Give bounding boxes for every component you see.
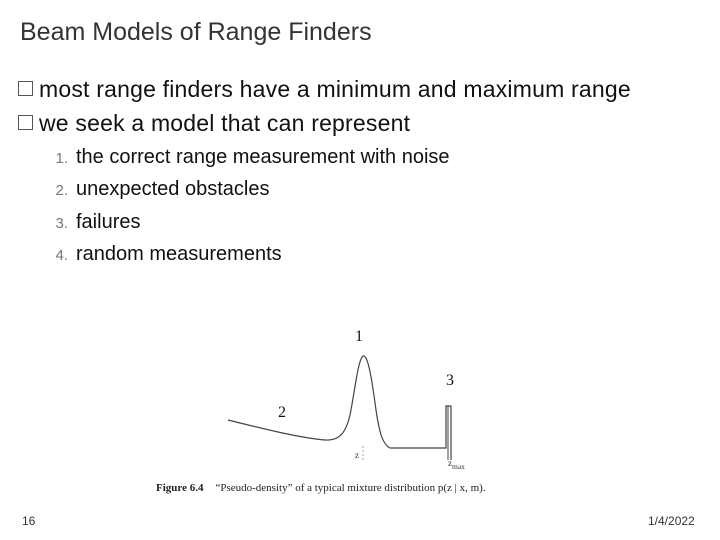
bullet-text: we seek a model that can represent <box>39 110 411 136</box>
label-failures: 3 <box>446 372 454 389</box>
tick-zmax <box>448 458 465 471</box>
slide-number: 16 <box>22 514 36 528</box>
label-peak: 1 <box>355 328 363 345</box>
label-obstacles: 2 <box>278 404 286 421</box>
list-item <box>38 243 282 266</box>
list-number: 1. <box>55 150 68 167</box>
bullet-model <box>18 110 410 137</box>
tick-zmax-z: z <box>448 458 452 468</box>
caption-tail: | x <box>451 482 466 494</box>
list-text: failures <box>76 211 141 233</box>
tick-z-true: z <box>355 450 359 460</box>
figure-caption <box>156 482 486 494</box>
bullet-min-max-range <box>18 76 631 103</box>
list-number: 4. <box>55 247 68 264</box>
mixture-density-figure <box>150 320 590 505</box>
tick-zmax-sub: max <box>452 461 465 471</box>
list-number: 2. <box>55 182 68 199</box>
list-text: random measurements <box>76 243 282 265</box>
slide-date: 1/4/2022 <box>648 514 695 528</box>
density-curve-plot <box>150 320 590 505</box>
list-text: the correct range measurement with noise <box>76 146 450 168</box>
checkbox-bullet-icon <box>18 81 33 96</box>
list-item <box>38 211 140 234</box>
list-number: 3. <box>55 215 68 232</box>
checkbox-bullet-icon <box>18 115 33 130</box>
list-item <box>38 178 269 201</box>
bullet-text: most range finders have a minimum and maximum range <box>39 76 631 102</box>
list-text: unexpected obstacles <box>76 178 270 200</box>
density-curve <box>228 356 451 460</box>
caption-text: “Pseudo-density” of a typical mixture distribution p(z <box>215 482 452 494</box>
slide-title: Beam Models of Range Finders <box>20 18 372 46</box>
caption-label: Figure 6.4 <box>156 482 204 494</box>
caption-end: , m). <box>465 482 486 494</box>
list-item <box>38 146 450 169</box>
